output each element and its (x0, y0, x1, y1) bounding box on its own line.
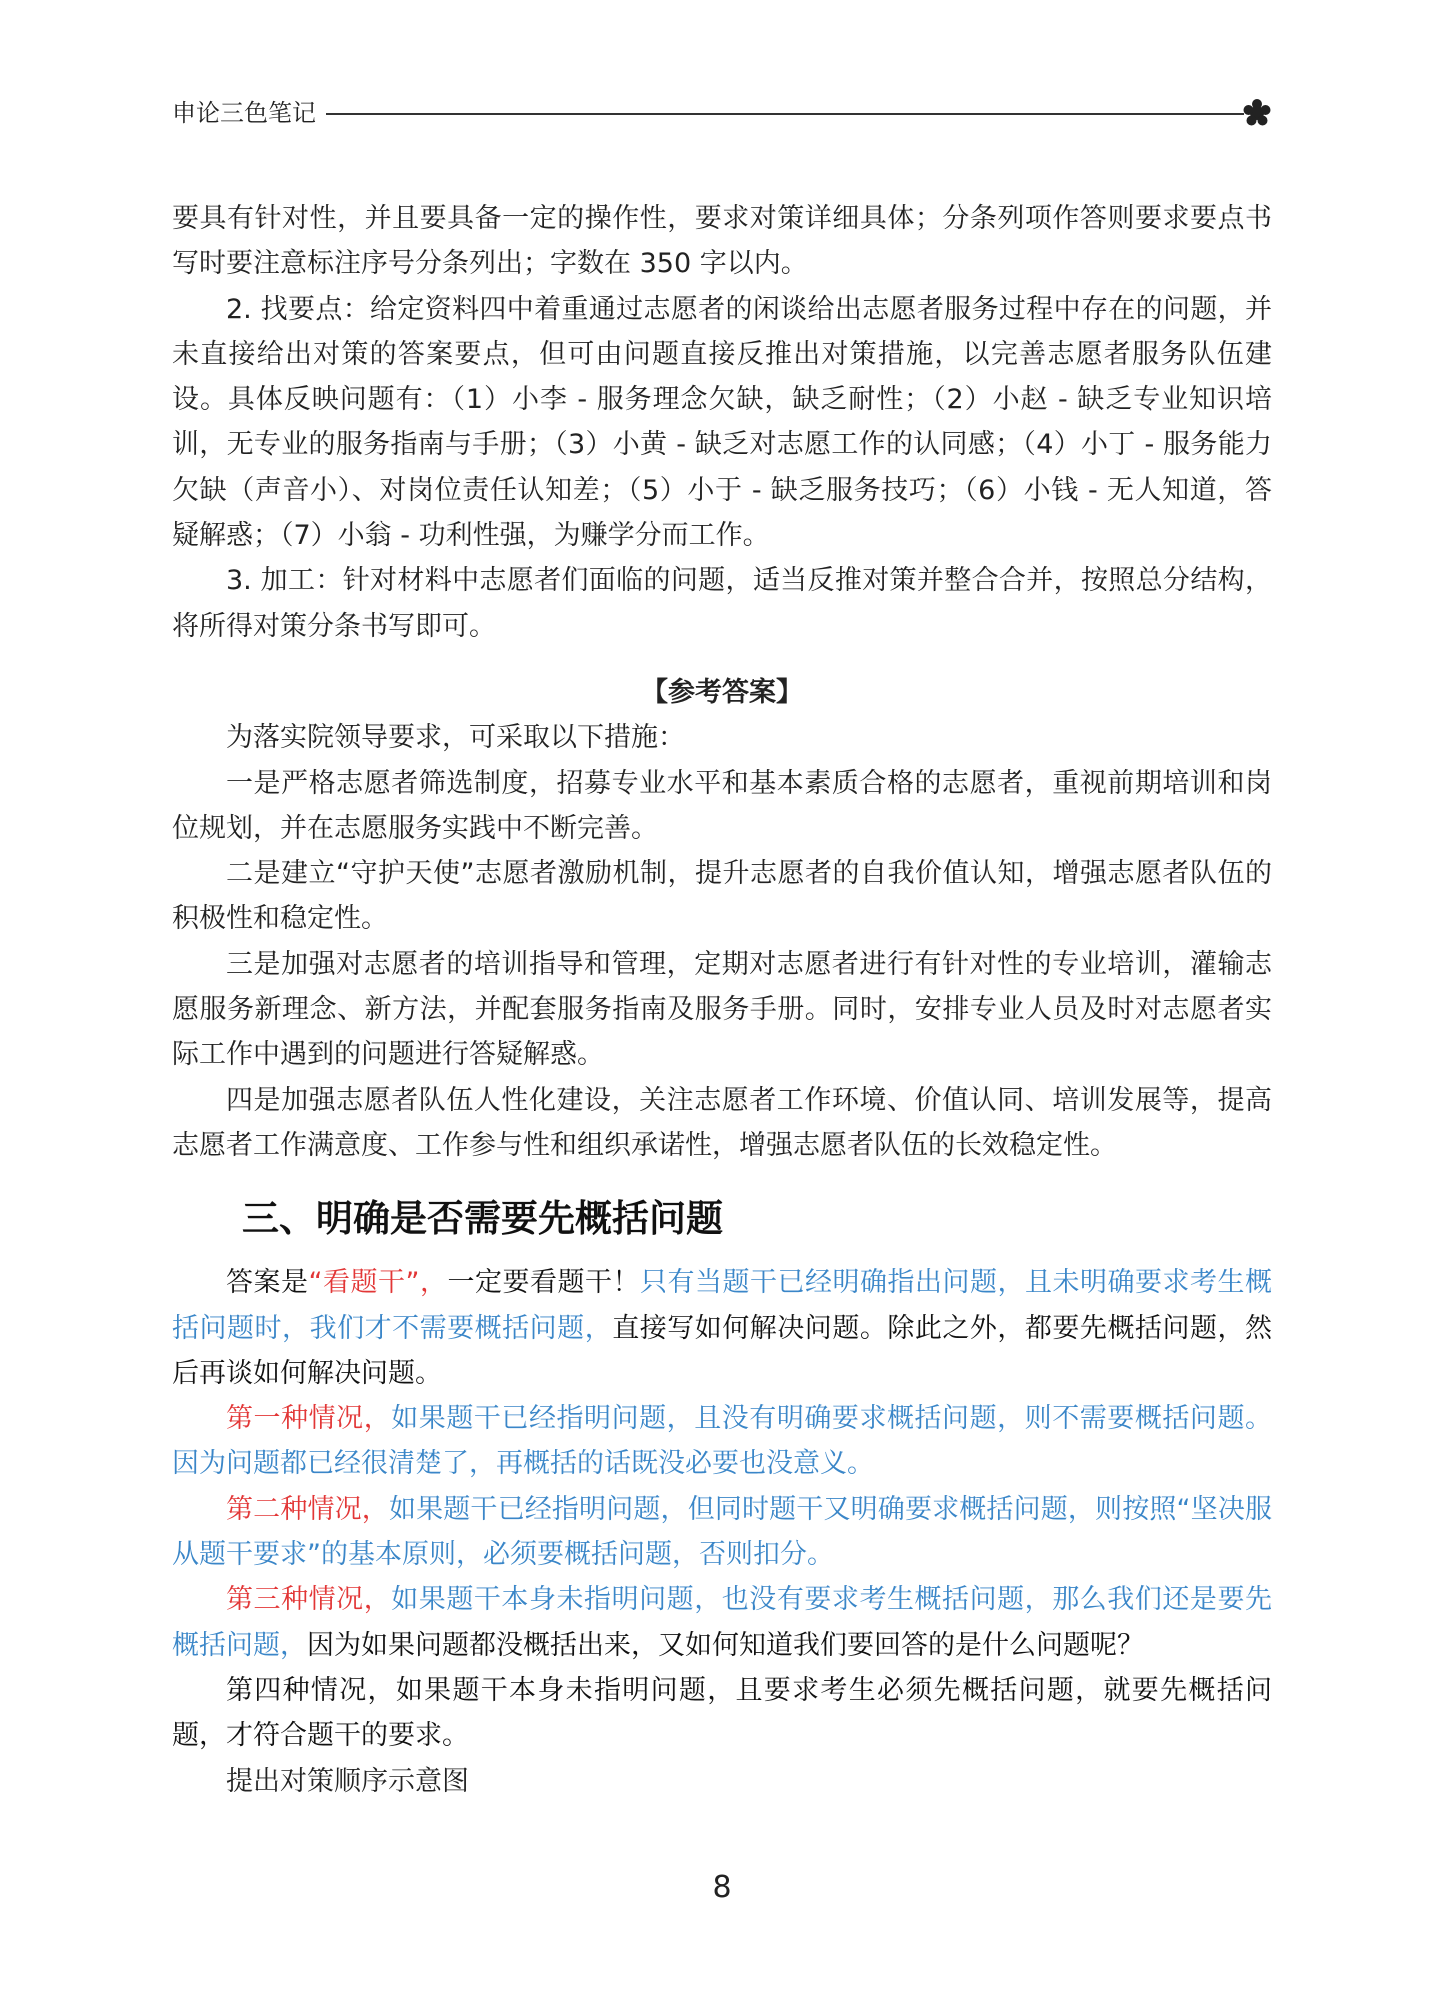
paragraph-requirements: 要具有针对性，并且要具备一定的操作性，要求对策详细具体；分条列项作答则要求要点书写时要注意标注序号分条列出；字数在 350 字以内。 (172, 203, 1272, 280)
paragraph-process: 3. 加工：针对材料中志愿者们面临的问题，适当反推对策并整合合并，按照总分结构，将所得对策分条书写即可。 (172, 565, 1272, 642)
answer-emphasis: 一定要看题干！ (447, 1267, 641, 1299)
answer-highlight-red: “看题干”， (308, 1267, 448, 1299)
case-4-paragraph: 第四种情况，如果题干本身未指明问题，且要求考生必须先概括问题，就要先概括问题，才符合题干的要求。 (172, 1674, 1272, 1752)
page-content (172, 196, 1272, 1804)
answer-highlight-blue: 只有当题干已经明确指出问题，且未明确要求考生概括问题时，我们才不需要概括问题， (172, 1267, 1273, 1344)
answer-rest: 直接写如何解决问题。除此之外，都要先概括问题，然后再谈如何解决问题。 (172, 1312, 1273, 1389)
diagram-caption: 提出对策顺序示意图 (226, 1765, 469, 1797)
section-heading: 三、明确是否需要先概括问题 (242, 1197, 723, 1241)
case-1-text: 如果题干已经指明问题，且没有明确要求概括问题，则不需要概括问题。因为问题都已经很清楚了，再概括的话既没必要也没意义。 (172, 1403, 1273, 1480)
reference-answer-title: 【参考答案】 (641, 676, 803, 708)
answer-lead: 答案是 (226, 1267, 309, 1299)
case-3-text-blue: 如果题干本身未指明问题，也没有要求考生概括问题，那么我们还是要先概括问题， (172, 1584, 1273, 1661)
reference-item-3: 三是加强对志愿者的培训指导和管理，定期对志愿者进行有针对性的专业培训，灌输志愿服务新理念、新方法，并配套服务指南及服务手册。同时，安排专业人员及时对志愿者实际工作中遇到的问题进行答疑解惑。 (172, 948, 1272, 1071)
reference-item-1: 一是严格志愿者筛选制度，招募专业水平和基本素质合格的志愿者，重视前期培训和岗位规划，并在志愿服务实践中不断完善。 (172, 767, 1272, 844)
case-3-text-dark: 因为如果问题都没概括出来，又如何知道我们要回答的是什么问题呢？ (307, 1629, 1144, 1661)
reference-item-2: 二是建立“守护天使”志愿者激励机制，提升志愿者的自我价值认知，增强志愿者队伍的积极性和稳定性。 (172, 858, 1272, 935)
reference-intro: 为落实院领导要求，可采取以下措施： (226, 722, 685, 754)
paragraph-find-points: 2. 找要点：给定资料四中着重通过志愿者的闲谈给出志愿者服务过程中存在的问题，并未直接给出对策的答案要点，但可由问题直接反推出对策措施，以完善志愿者服务队伍建设。具体反映问题有：（1）小李 - 服务理念欠缺，缺乏耐性；（2）小赵 - 缺乏专业知识培训，无专业的服务指南与手册；（3）小黄 - 缺乏对志愿工作的认同感；（4）小丁 - 服务能力欠缺（声音小）、对岗位责任认知差；（5）小于 - 缺乏服务技巧；（6）小钱 - 无人知道，答疑解惑；（7）小翁 - 功利性强，为赚学分而工作。 (172, 293, 1272, 552)
case-2-text: 如果题干已经指明问题，但同时题干又明确要求概括问题，则按照“坚决服从题干要求”的基本原则，必须要概括问题，否则扣分。 (172, 1493, 1272, 1571)
header-rule (326, 113, 1244, 115)
page-header (172, 96, 1272, 130)
case-3-paragraph (172, 1577, 1272, 1668)
case-1-paragraph (172, 1396, 1272, 1487)
reference-item-4: 四是加强志愿者队伍人性化建设，关注志愿者工作环境、价值认同、培训发展等，提高志愿者工作满意度、工作参与性和组织承诺性，增强志愿者队伍的长效稳定性。 (172, 1084, 1272, 1161)
answer-paragraph (172, 1260, 1272, 1396)
page-number: 8 (712, 1870, 732, 1905)
case-1-label: 第一种情况， (226, 1403, 392, 1435)
case-2-paragraph (172, 1487, 1272, 1578)
case-3-label: 第三种情况， (226, 1584, 392, 1616)
flower-icon (1242, 98, 1272, 128)
header-title: 申论三色笔记 (172, 99, 316, 127)
case-2-label: 第二种情况， (226, 1493, 389, 1525)
